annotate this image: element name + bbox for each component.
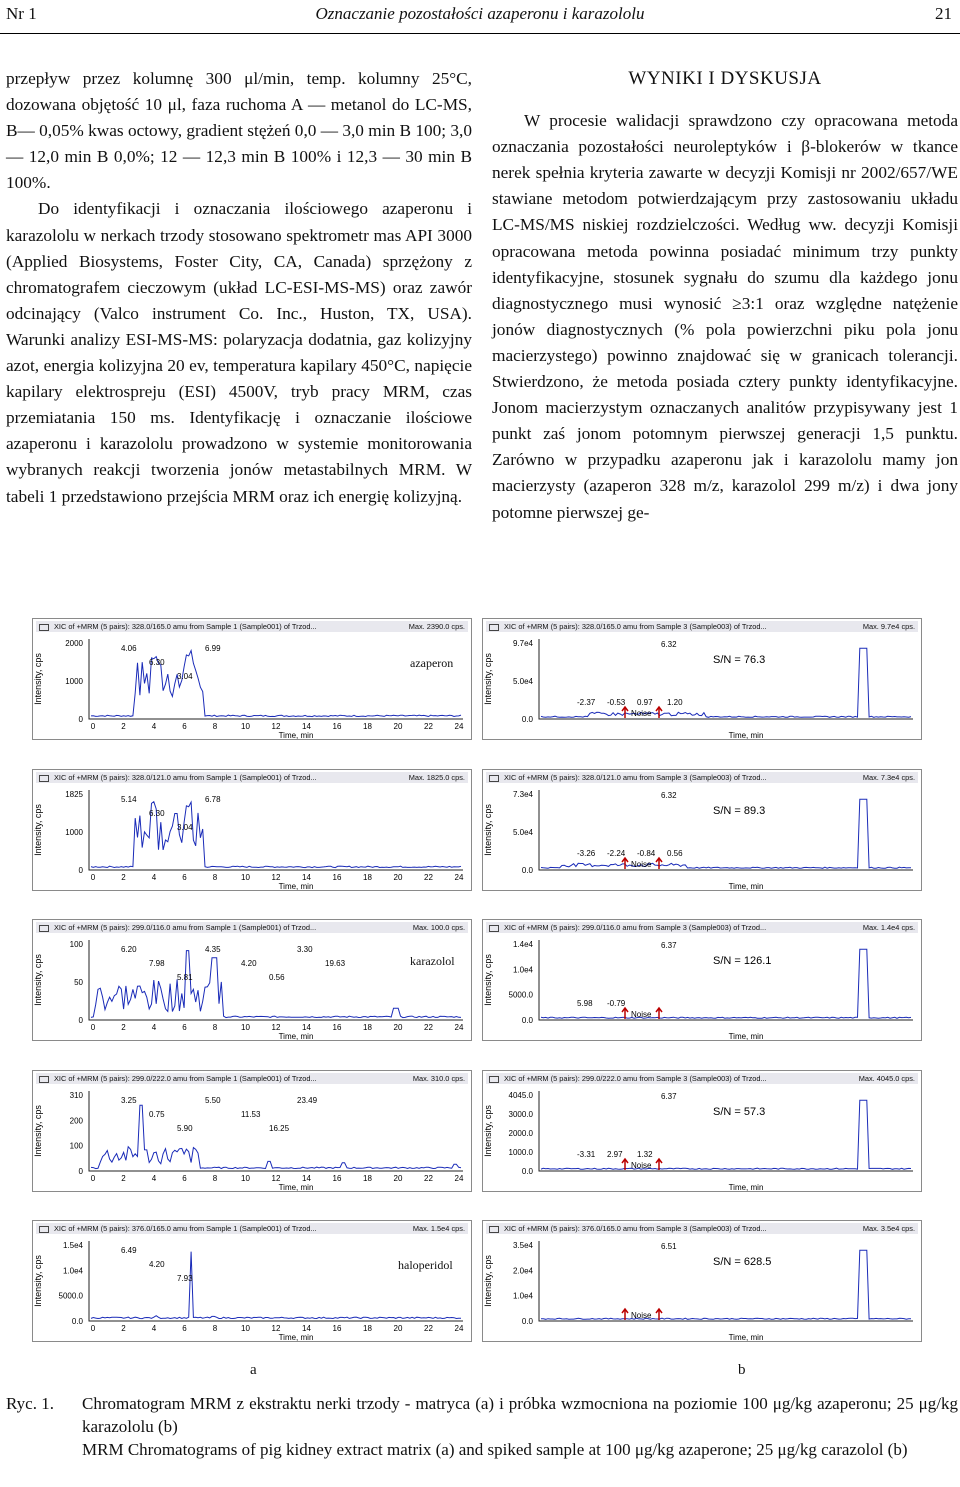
panel-title-bar: [486, 922, 918, 933]
chromatogram-plot: [33, 1235, 471, 1341]
x-tick-label: 18: [363, 1173, 372, 1183]
x-tick-label: 16: [332, 722, 342, 731]
chromatogram-trace: [91, 801, 461, 867]
peak-label: 5.50: [205, 1095, 221, 1105]
chart-window-icon: [39, 775, 49, 782]
chart-window-icon: [489, 775, 499, 782]
azaperon-label: azaperon: [410, 656, 454, 670]
x-tick-label: 20: [393, 1173, 403, 1183]
chart-window-icon: [489, 1226, 499, 1233]
x-tick-label: 16: [332, 1324, 342, 1333]
panel-title-bar: [36, 1073, 468, 1084]
caption-polish: Chromatogram MRM z ekstraktu nerki trzody - matryca (a) i próbka wzmocniona na poziomie 100 μg/kg azaperonu; 25 μg/kg karazololu (b): [82, 1394, 958, 1436]
panel-title-bar: [486, 621, 918, 632]
panel-title: XIC of +MRM (5 pairs): 328.0/121.0 amu from Sample 3 (Sample003) of Trzod...: [504, 772, 767, 782]
peak-label: 0.97: [637, 698, 653, 707]
panel-b-4: [482, 1070, 922, 1192]
y-tick-label: 1.5e4: [62, 1241, 83, 1250]
noise-arrow: [656, 707, 662, 718]
y-tick-label: 0.0: [521, 865, 533, 875]
y-tick-label: 1.0e4: [512, 965, 533, 975]
panel-title: XIC of +MRM (5 pairs): 328.0/165.0 amu from Sample 3 (Sample003) of Trzod...: [504, 622, 767, 631]
x-tick-label: 22: [424, 1173, 433, 1183]
x-tick-label: 0: [90, 722, 96, 731]
noise-arrow: [622, 707, 628, 718]
panel-title-bar: [486, 1073, 918, 1084]
panel-title: XIC of +MRM (5 pairs): 328.0/121.0 amu from Sample 1 (Sample001) of Trzod...: [54, 772, 317, 782]
panel-title-bar: [36, 772, 468, 783]
y-axis-label: Intensity, cps: [33, 803, 43, 856]
section-heading: WYNIKI I DYSKUSJA: [628, 68, 822, 89]
x-axis-label: Time, min: [728, 881, 764, 890]
panel-title: XIC of +MRM (5 pairs): 376.0/165.0 amu from Sample 1 (Sample001) of Trzod...: [54, 1224, 317, 1233]
y-axis-label: Intensity, cps: [483, 653, 493, 705]
chromatogram-trace: [91, 651, 461, 717]
peak-label: 4.35: [205, 945, 221, 954]
signal-to-noise: S/N = 57.3: [713, 1105, 766, 1118]
y-tick-label: 5000.0: [58, 1291, 83, 1301]
x-tick-label: 12: [271, 1173, 281, 1183]
x-axis-label: Time, min: [728, 731, 764, 739]
panel-title-bar: [486, 1223, 918, 1234]
peak-label: 6.99: [205, 644, 221, 653]
plot-axes: [539, 940, 913, 1020]
panel-max: Max. 1.5e4 cps.: [412, 1224, 465, 1233]
peak-label: 1.20: [667, 698, 683, 707]
peak-label: -3.31: [577, 1149, 596, 1159]
panel-a-1: [32, 618, 472, 740]
peak-label: 5.90: [177, 1123, 193, 1133]
x-tick-label: 6: [182, 1173, 187, 1183]
chromatogram-plot: [483, 784, 921, 890]
x-tick-label: 4: [151, 1023, 157, 1032]
peak-label: 19.63: [325, 959, 346, 968]
y-tick-label: 5.0e4: [512, 827, 533, 837]
running-title: Oznaczanie pozostałości azaperonu i karazololu: [315, 4, 645, 23]
y-tick-label: 0.0: [521, 1317, 533, 1326]
y-tick-label: 3000.0: [508, 1109, 533, 1119]
panel-b-5: [482, 1220, 922, 1342]
x-tick-label: 10: [241, 1023, 250, 1032]
chromatogram-plot: [483, 633, 921, 739]
panel-max: Max. 310.0 cps.: [412, 1073, 465, 1083]
panel-b-2: [482, 769, 922, 891]
noise-label: Noise: [631, 1160, 652, 1170]
panel-max: Max. 1825.0 cps.: [408, 772, 465, 782]
x-tick-label: 16: [332, 872, 342, 882]
panel-max: Max. 1.4e4 cps.: [862, 923, 915, 932]
x-tick-label: 22: [424, 1023, 433, 1032]
y-axis-label: Intensity, cps: [483, 1255, 493, 1307]
y-tick-label: 4045.0: [508, 1090, 533, 1100]
x-axis-label: Time, min: [278, 1182, 314, 1191]
x-tick-label: 22: [424, 1324, 433, 1333]
y-tick-label: 0.0: [521, 1166, 533, 1176]
panel-title: XIC of +MRM (5 pairs): 376.0/165.0 amu from Sample 3 (Sample003) of Trzod...: [504, 1224, 767, 1233]
panel-a-5: [32, 1220, 472, 1342]
peak-label: 3.25: [121, 1095, 137, 1105]
peak-label: 4.20: [149, 1260, 165, 1269]
chart-window-icon: [39, 925, 49, 932]
x-tick-label: 24: [454, 1023, 464, 1032]
peak-label: 6.30: [149, 658, 165, 667]
chromatogram-plot: [33, 934, 471, 1040]
panel-title-bar: [36, 1223, 468, 1234]
x-tick-label: 6: [182, 1324, 187, 1333]
x-tick-label: 14: [302, 1173, 311, 1183]
noise-label: Noise: [631, 859, 652, 869]
y-tick-label: 2000.0: [508, 1128, 533, 1138]
peak-label: 7.98: [149, 959, 165, 968]
panel-title: XIC of +MRM (5 pairs): 299.0/116.0 amu from Sample 1 (Sample001) of Trzod...: [54, 923, 317, 932]
x-tick-label: 6: [182, 872, 187, 882]
x-tick-label: 20: [393, 722, 403, 731]
plot-axes: [539, 1241, 913, 1321]
y-axis-label: Intensity, cps: [483, 1104, 493, 1157]
y-axis-label: Intensity, cps: [33, 1255, 43, 1307]
x-tick-label: 18: [363, 1324, 372, 1333]
x-tick-label: 16: [332, 1023, 342, 1032]
x-tick-label: 8: [212, 872, 218, 882]
peak-label: -0.53: [607, 698, 626, 707]
haloperidol-label: haloperidol: [398, 1258, 453, 1272]
panel-title: XIC of +MRM (5 pairs): 299.0/116.0 amu from Sample 3 (Sample003) of Trzod...: [504, 923, 767, 932]
x-axis-label: Time, min: [728, 1032, 764, 1040]
chart-window-icon: [39, 624, 49, 631]
x-tick-label: 0: [90, 1324, 96, 1333]
y-tick-label: 100: [69, 1141, 83, 1151]
x-tick-label: 12: [271, 1023, 281, 1032]
x-tick-label: 10: [241, 1324, 250, 1333]
peak-label: 23.49: [297, 1095, 318, 1105]
x-tick-label: 12: [271, 722, 281, 731]
results-paragraph: W procesie walidacji sprawdzono czy opracowana metoda oznaczania pozostałości neuroleptyków i β-blokerów w tkance nerek spełnia kryteria zawarte w decyzji Komisji nr 2002/657/WE stawiane metodom potwierdzającym przy zastosowaniu układu LC-MS/MS niskiej rozdzielczości. Według ww. decyzji Komisji opracowana metoda powinna posiadać minimum trzy punkty identyfikacyjne, stosunek sygnału do szumu dla każdego jonu diagnostycznego musi wynosić ≥3:1 oraz względne natężenie jonów diagnostycznych (% pola powierzchni piku pola jonu macierzystego) powinno znajdować się w granicach tolerancji. Stwierdzono, że metoda posiada cztery punkty identyfikacyjne. Jonom macierzystym oznaczanych analitów przypisywany jest 1 punkt zaś jonom potomnym pierwszej generacji 1,5 punktu. Zarówno w przypadku azaperonu jak i karazololu mamy jon macierzysty (azaperon 328 m/z, karazolol 299 m/z) i dwa jony potomne pierwszej ge-: [492, 111, 958, 522]
plot-axes: [539, 790, 913, 870]
x-axis-label: Time, min: [728, 1182, 764, 1191]
x-tick-label: 10: [241, 872, 250, 882]
x-tick-label: 12: [271, 1324, 281, 1333]
panel-max: Max. 4045.0 cps.: [858, 1073, 915, 1083]
chromatogram-plot: [33, 1085, 471, 1191]
plot-axes: [89, 790, 463, 870]
y-tick-label: 310: [69, 1090, 83, 1100]
x-tick-label: 8: [212, 1173, 218, 1183]
panel-max: Max. 100.0 cps.: [412, 923, 465, 932]
x-tick-label: 6: [182, 722, 187, 731]
y-tick-label: 5000.0: [508, 990, 533, 1000]
figure-label-b: b: [738, 1362, 746, 1378]
peak-label: 3.04: [177, 672, 193, 681]
x-tick-label: 2: [121, 872, 126, 882]
panel-a-2: [32, 769, 472, 891]
peak-label: 1.32: [637, 1149, 653, 1159]
y-tick-label: 200: [69, 1115, 83, 1125]
signal-to-noise: S/N = 126.1: [713, 955, 772, 967]
panel-max: Max. 2390.0 cps.: [408, 622, 465, 631]
x-tick-label: 8: [212, 722, 218, 731]
x-tick-label: 14: [302, 1023, 311, 1032]
x-tick-label: 24: [454, 1173, 464, 1183]
peak-label: 6.30: [149, 808, 165, 818]
y-tick-label: 3.5e4: [512, 1241, 533, 1250]
peak-label: 11.53: [241, 1109, 261, 1119]
peak-label: 6.20: [121, 945, 137, 954]
x-axis-label: Time, min: [728, 1333, 764, 1341]
chromatogram-plot: [483, 1235, 921, 1341]
x-tick-label: 6: [182, 1023, 187, 1032]
chromatogram-plot: [483, 934, 921, 1040]
x-tick-label: 24: [454, 872, 464, 882]
left-text-column: [6, 66, 472, 510]
y-axis-label: Intensity, cps: [483, 954, 493, 1006]
panel-title-bar: [36, 922, 468, 933]
x-tick-label: 10: [241, 722, 250, 731]
x-tick-label: 22: [424, 872, 433, 882]
y-axis-label: Intensity, cps: [33, 954, 43, 1006]
peak-label: 6.49: [121, 1246, 137, 1255]
x-tick-label: 14: [302, 722, 311, 731]
peak-label: 7.93: [177, 1274, 193, 1283]
chart-window-icon: [489, 624, 499, 631]
chromatogram-trace: [91, 951, 461, 1018]
peak-label: 5.14: [121, 794, 137, 804]
peak-label: 6.78: [205, 794, 221, 804]
chart-window-icon: [39, 1226, 49, 1233]
methods-paragraph-2: Do identyfikacji i oznaczania ilościowego azaperonu i karazololu w nerkach trzody stosowano spektrometr mas API 3000 (Applied Biosystems, Foster City, CA, Canada) sprzężony z chromatografem cieczowym (układ LC-ESI-MS-MS) oraz zawór odcinający (Valco instrument Co. Inc., Huston, TX, USA). Warunki analizy ESI-MS-MS: polaryzacja dodatnia, gaz kolizyjny azot, energia kolizyjna 20 ev, temperatura kapilary 450°C, napięcie kapilary elektrospreju (ESI) 4500V, tryb pracy MRM, czas przemiatania 150 ms. Identyfikację i oznaczanie ilościowe azaperonu i karazololu prowadzono w systemie monitorowania wybranych reakcji tworzenia jonów metastabilnych MRM. W tabeli 1 przedstawiono przejścia MRM oraz ich energię kolizyjną.: [6, 199, 472, 506]
signal-to-noise: S/N = 89.3: [713, 804, 766, 817]
methods-paragraph-1: przepływ przez kolumnę 300 μl/min, temp. kolumny 25°C, dozowana objętość 10 μl, faza ruchoma A — metanol do LC-MS, B— 0,05% kwas octowy, gradient stężeń 0,0 — 3,0 min B 100; 3,0 — 12,0 min B 0,0%; 12 — 12,3 min B 100% i 12,3 — 30 min B 100%.: [6, 69, 472, 193]
x-tick-label: 8: [212, 1023, 218, 1032]
plot-axes: [539, 639, 913, 719]
x-tick-label: 14: [302, 872, 311, 882]
x-tick-label: 2: [121, 1023, 126, 1032]
x-tick-label: 20: [393, 1023, 403, 1032]
peak-label: 6.51: [661, 1242, 677, 1251]
y-tick-label: 1000.0: [508, 1147, 533, 1157]
y-tick-label: 9.7e4: [512, 639, 533, 648]
x-tick-label: 4: [151, 1324, 157, 1333]
x-tick-label: 2: [121, 1324, 126, 1333]
peak-label: 6.37: [661, 1091, 677, 1101]
x-tick-label: 12: [271, 872, 281, 882]
x-tick-label: 22: [424, 722, 433, 731]
peak-label: -3.26: [577, 848, 596, 858]
x-tick-label: 18: [363, 872, 372, 882]
peak-label: 6.32: [661, 790, 677, 800]
panel-title-bar: [486, 772, 918, 783]
y-axis-label: Intensity, cps: [483, 803, 493, 856]
chromatogram-plot: [483, 1085, 921, 1191]
x-tick-label: 20: [393, 872, 403, 882]
x-tick-label: 24: [454, 1324, 464, 1333]
caption-figure-number: Ryc. 1.: [6, 1394, 54, 1413]
y-axis-label: Intensity, cps: [33, 1104, 43, 1157]
x-axis-label: Time, min: [278, 731, 314, 739]
x-tick-label: 24: [454, 722, 464, 731]
signal-to-noise: S/N = 76.3: [713, 654, 766, 666]
y-tick-label: 5.0e4: [512, 677, 533, 686]
x-tick-label: 0: [90, 1023, 96, 1032]
peak-label: 0.56: [667, 848, 683, 858]
peak-label: 6.37: [661, 941, 677, 950]
karazolol-label: karazolol: [410, 954, 455, 968]
chromatogram-trace: [91, 1105, 461, 1168]
panel-max: Max. 3.5e4 cps.: [862, 1224, 915, 1233]
peak-label: 16.25: [269, 1123, 290, 1133]
peak-label: -0.79: [607, 999, 626, 1008]
y-tick-label: 7.3e4: [512, 789, 533, 799]
y-tick-label: 0: [78, 1016, 83, 1025]
y-tick-label: 0.0: [521, 715, 533, 724]
x-axis-label: Time, min: [278, 1032, 314, 1040]
peak-label: 0.56: [269, 973, 285, 982]
noise-label: Noise: [631, 1311, 652, 1320]
y-tick-label: 2.0e4: [512, 1266, 533, 1276]
peak-label: 4.06: [121, 644, 137, 653]
issue-number: Nr 1: [6, 4, 37, 23]
chromatogram-plot: [33, 633, 471, 739]
x-tick-label: 4: [151, 722, 157, 731]
y-tick-label: 1.4e4: [512, 940, 533, 949]
peak-label: 6.32: [661, 640, 677, 649]
x-tick-label: 14: [302, 1324, 311, 1333]
right-text-column: [492, 66, 958, 526]
x-tick-label: 8: [212, 1324, 218, 1333]
peak-label: 3.04: [177, 822, 193, 832]
y-tick-label: 100: [69, 940, 83, 949]
peak-label: -0.84: [637, 848, 656, 858]
panel-a-3: [32, 919, 472, 1041]
running-header: [0, 0, 960, 34]
x-tick-label: 20: [393, 1324, 403, 1333]
page-number: 21: [935, 4, 952, 23]
y-tick-label: 50: [74, 978, 83, 987]
x-axis-label: Time, min: [278, 881, 314, 890]
noise-label: Noise: [631, 1010, 652, 1019]
y-tick-label: 1825: [65, 789, 83, 799]
x-tick-label: 2: [121, 1173, 126, 1183]
peak-label: 5.98: [577, 999, 593, 1008]
chart-window-icon: [489, 925, 499, 932]
x-tick-label: 18: [363, 1023, 372, 1032]
y-tick-label: 2000: [65, 639, 83, 648]
peak-label: 3.30: [297, 945, 313, 954]
chart-window-icon: [39, 1076, 49, 1083]
panel-a-4: [32, 1070, 472, 1192]
panel-b-3: [482, 919, 922, 1041]
x-tick-label: 0: [90, 1173, 96, 1183]
plot-axes: [539, 1091, 913, 1171]
peak-label: 5.81: [177, 973, 193, 982]
panel-max: Max. 7.3e4 cps.: [862, 772, 915, 782]
peak-label: 2.97: [607, 1149, 623, 1159]
y-tick-label: 1.0e4: [512, 1291, 533, 1301]
x-tick-label: 2: [121, 722, 126, 731]
chromatogram-figure: [32, 618, 960, 1378]
peak-label: -2.37: [577, 698, 596, 707]
panel-max: Max. 9.7e4 cps.: [862, 622, 915, 631]
x-axis-label: Time, min: [278, 1333, 314, 1341]
y-tick-label: 0.0: [71, 1317, 83, 1326]
caption-english: MRM Chromatograms of pig kidney extract matrix (a) and spiked sample at 100 μg/kg azaperone; 25 μg/kg carazolol (b): [82, 1440, 908, 1459]
y-tick-label: 0: [78, 715, 83, 724]
x-tick-label: 4: [151, 1173, 157, 1183]
y-tick-label: 1.0e4: [62, 1266, 83, 1276]
noise-arrow: [656, 858, 662, 869]
y-axis-label: Intensity, cps: [33, 653, 43, 705]
panel-b-1: [482, 618, 922, 740]
chart-window-icon: [489, 1076, 499, 1083]
x-tick-label: 4: [151, 872, 157, 882]
peak-label: 0.75: [149, 1109, 165, 1119]
y-tick-label: 0: [78, 1166, 83, 1176]
y-tick-label: 1000: [65, 827, 83, 837]
y-tick-label: 0.0: [521, 1016, 533, 1025]
panel-title-bar: [36, 621, 468, 632]
y-tick-label: 1000: [65, 677, 83, 686]
peak-label: 4.20: [241, 959, 257, 968]
x-tick-label: 0: [90, 872, 96, 882]
header-rule: [0, 33, 960, 34]
peak-label: -2.24: [607, 848, 626, 858]
noise-label: Noise: [631, 709, 652, 718]
panel-title: XIC of +MRM (5 pairs): 299.0/222.0 amu from Sample 3 (Sample003) of Trzod...: [504, 1073, 767, 1083]
plot-axes: [89, 1241, 463, 1321]
x-tick-label: 10: [241, 1173, 250, 1183]
x-tick-label: 18: [363, 722, 372, 731]
y-tick-label: 0: [78, 865, 83, 875]
x-tick-label: 16: [332, 1173, 342, 1183]
chromatogram-plot: [33, 784, 471, 890]
panel-title: XIC of +MRM (5 pairs): 328.0/165.0 amu from Sample 1 (Sample001) of Trzod...: [54, 622, 317, 631]
panel-title: XIC of +MRM (5 pairs): 299.0/222.0 amu from Sample 1 (Sample001) of Trzod...: [54, 1073, 317, 1083]
figure-label-a: a: [250, 1362, 257, 1378]
signal-to-noise: S/N = 628.5: [713, 1256, 772, 1268]
